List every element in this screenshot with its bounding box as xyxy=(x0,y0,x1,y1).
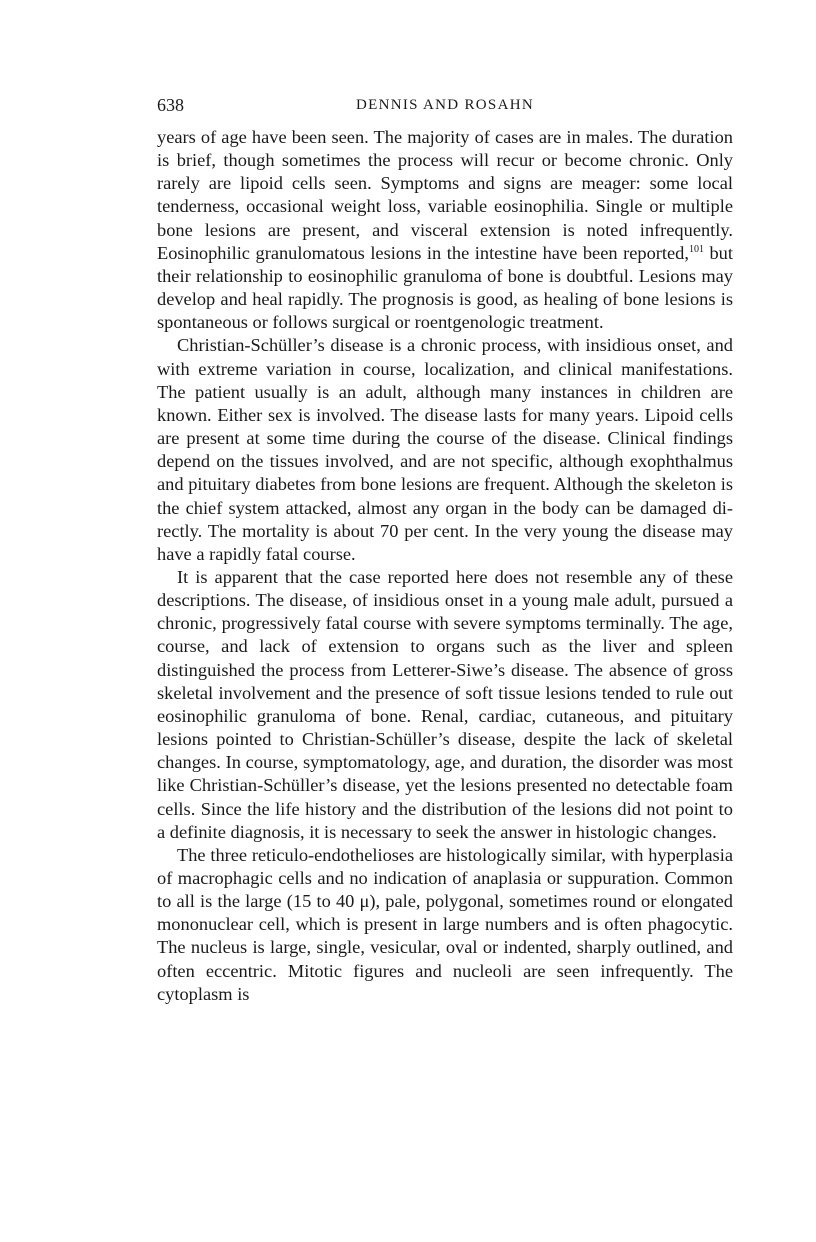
paragraph-christian-schuller: Christian-Schüller’s disease is a chronic process, with insidious onset, and with extreme variation in course, localization, and clinical manifestations. The patient usually is an adult, although many instances in children are known. Either sex is involved. The disease lasts for many years. Lipoid cells are present at some time during the course of the disease. Clinical findings depend on the tissues involved, and are not specific, although exophthalmus and pituitary diabetes from bone lesions are frequent. Although the skeleton is the chief system attacked, almost any organ in the body can be damaged directly. The mortality is about 70 per cent. In the very young the disease may have a rapidly fatal course. xyxy=(157,335,733,564)
paragraph-histology: The three reticulo-endothelioses are histologically similar, with hyperplasia of macrophagic cells and no indication of anaplasia or suppuration. Common to all is the large (15 to 40 μ), pale, polygonal, sometimes round or elongated mononuclear cell, which is present in large numbers and is often phagocytic. The nucleus is large, single, vesicular, oval or indented, sharply outlined, and often eccentric. Mitotic figures and nucleoli are seen infrequently. The cytoplasm is xyxy=(157,844,733,1004)
running-head xyxy=(157,92,733,118)
body-text xyxy=(157,126,733,1006)
footnote-reference: 101 xyxy=(688,243,704,255)
journal-page xyxy=(157,92,733,1006)
paragraph-case-comparison: It is apparent that the case reported here does not resemble any of these descriptions. The disease, of insidious onset in a young male adult, pursued a chronic, progressively fatal course with severe symptoms terminally. The age, course, and lack of extension to organs such as the liver and spleen distinguished the process from Letterer-Siwe’s disease. The absence of gross skeletal involvement and the presence of soft tissue lesions tended to rule out eosinophilic granuloma of bone. Renal, cardiac, cutaneous, and pituitary lesions pointed to Christian-Schüller’s disease, despite the lack of skeletal changes. In course, symptomatology, age, and duration, the disorder was most like Christian-Schüller’s disease, yet the lesions presented no detectable foam cells. Since the life history and the distribution of the lesions did not point to a definite diagnosis, it is necessary to seek the answer in histologic changes. xyxy=(157,566,733,842)
paragraph-text: years of age have been seen. The majority of cases are in males. The duration is brief, though sometimes the process will recur or become chronic. Only rarely are lipoid cells seen. Symptoms and signs are meager: some local tenderness, occasional weight loss, variable eosinophilia. Single or multiple bone lesions are present, and visceral extension is noted infrequently. Eosinophilic granulomatous lesions in the intestine have been reported, xyxy=(157,127,733,263)
page-number: 638 xyxy=(157,95,184,115)
running-title: DENNIS AND ROSAHN xyxy=(356,97,534,113)
paragraph-text: but their relationship to eosinophilic granuloma of bone is doubtful. Lesions may develop and heal rapidly. The prognosis is good, as healing of bone lesions is spontaneous or follows surgical or roentgenologic treatment. xyxy=(157,242,733,333)
paragraph-continuation xyxy=(157,126,733,334)
